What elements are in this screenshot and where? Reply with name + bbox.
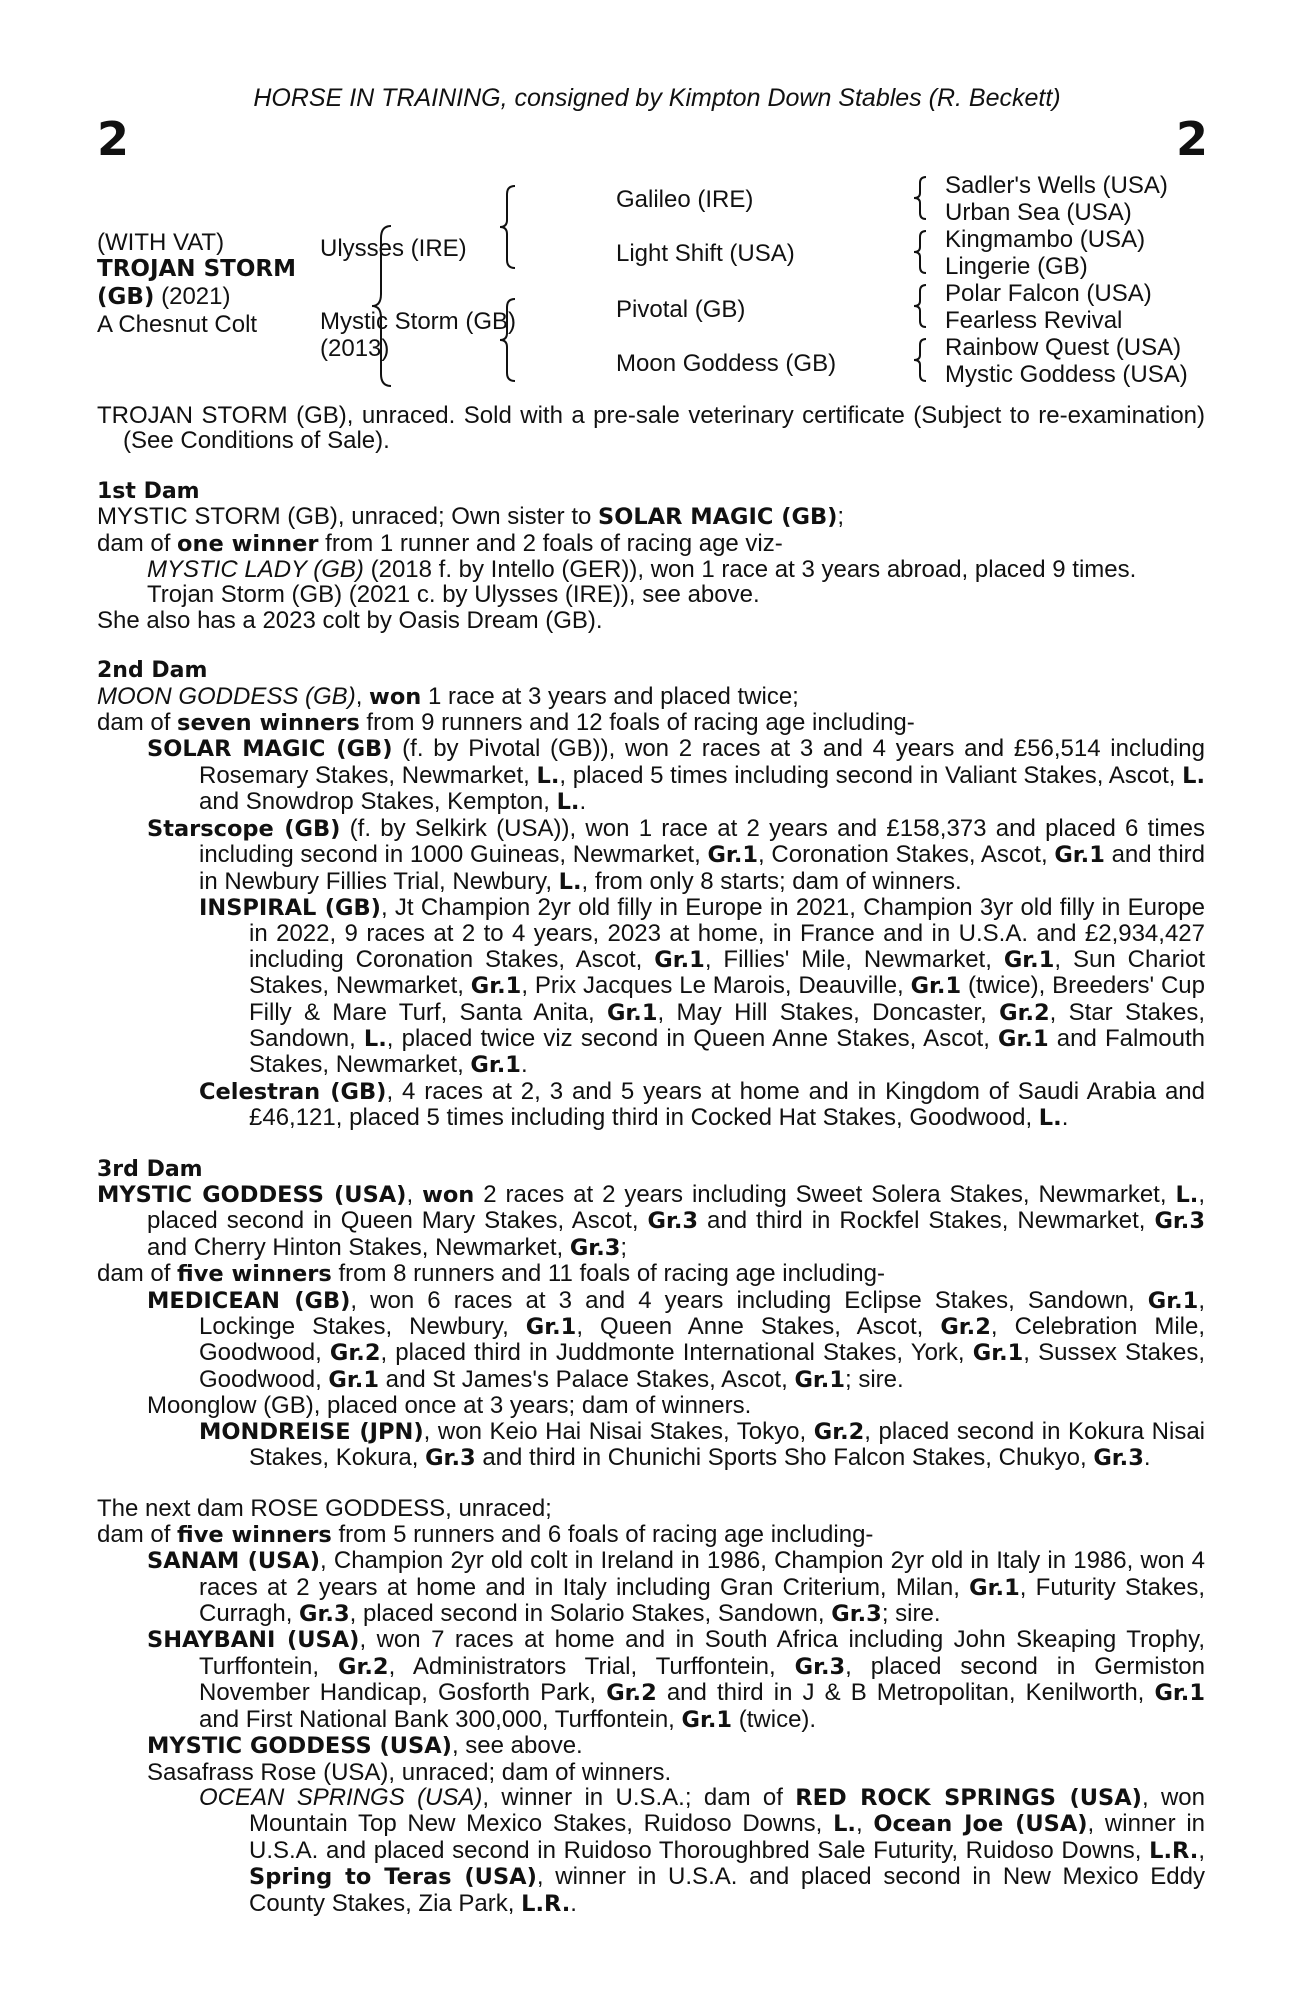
horse-name: TROJAN STORM [97, 256, 296, 282]
second-dam-heading: 2nd Dam [97, 658, 208, 684]
horse-country: (GB) [97, 284, 155, 310]
sire-sire-name: Galileo (IRE) [616, 186, 754, 213]
intro-paragraph: TROJAN STORM (GB), unraced. Sold with a pre-sale veterinary certificate (Subject to re-examination) (See Conditions of Sale). [97, 402, 1205, 455]
third-dam-section [97, 1157, 1205, 1472]
produce-entry-starscope: Starscope (GB) (f. by Selkirk (USA)), won 1 race at 2 years and £158,373 and placed 6 times including second in 1000 Guineas, Newmarket, Gr.1, Coronation Stakes, Ascot, Gr.1 and third in Newbury Fillies Trial, Newbury, L., from only 8 starts; dam of winners. [147, 814, 1205, 895]
produce-entry-sasafrass-rose: Sasafrass Rose (USA), unraced; dam of winners. [147, 1758, 672, 1786]
gen4-name: Rainbow Quest (USA) [945, 334, 1182, 361]
gen4-name: Lingerie (GB) [945, 253, 1088, 280]
horse-origin [97, 283, 296, 311]
lot-number-left: 2 [97, 112, 130, 166]
produce-entry-mondreise: MONDREISE (JPN), won Keio Hai Nisai Stakes, Tokyo, Gr.2, placed second in Kokura Nisai Stakes, Kokura, Gr.3 and third in Chunichi Sports Sho Falcon Stakes, Chukyo, Gr.3. [199, 1417, 1206, 1472]
sire-parents-brace [497, 184, 519, 270]
produce-entry-solar-magic: SOLAR MAGIC (GB) (f. by Pivotal (GB)), won 2 races at 3 and 4 years and £56,514 including Rosemary Stakes, Newmarket, L., placed 5 times including second in Valiant Stakes, Ascot, L. and Snowdrop Stakes, Kempton, L.. [147, 735, 1205, 816]
gen4-name: Urban Sea (USA) [945, 199, 1132, 226]
produce-entry-inspiral: INSPIRAL (GB), Jt Champion 2yr old filly in Europe in 2021, Champion 3yr old filly in Europe in 2022, 9 races at 2 to 4 years, 2023 at home, in France and in U.S.A. and £2,934,427 including Coronation Stakes, Ascot, Gr.1, Fillies' Mile, Newmarket, Gr.1, Sun Chariot Stakes, Newmarket, Gr.1, Prix Jacques Le Marois, Deauville, Gr.1 (twice), Breeders' Cup Filly & Mare Turf, Santa Anita, Gr.1, May Hill Stakes, Doncaster, Gr.2, Star Stakes, Sandown, L., placed twice viz second in Queen Anne Stakes, Ascot, Gr.1 and Falmouth Stakes, Newmarket, Gr.1. [199, 893, 1206, 1079]
produce-entry-sanam: SANAM (USA), Champion 2yr old colt in Ireland in 1986, Champion 2yr old in Italy in 1986, won 4 races at 2 years at home and in Italy including Gran Criterium, Milan, Gr.1, Futurity Stakes, Curragh, Gr.3, placed second in Solario Stakes, Sandown, Gr.3; sire. [147, 1547, 1205, 1628]
horse-year: (2021) [154, 283, 231, 310]
dam-year: (2013) [320, 335, 390, 362]
next-dam-line: The next dam ROSE GODDESS, unraced; [97, 1495, 552, 1523]
first-dam-produce-summary: dam of one winner from 1 runner and 2 foals of racing age viz- [97, 529, 783, 557]
first-dam-section [97, 479, 1205, 633]
gen4-name: Kingmambo (USA) [945, 226, 1146, 253]
produce-entry: MYSTIC LADY (GB) (2018 f. by Intello (GER)), won 1 race at 3 years abroad, placed 9 times. [147, 556, 1137, 584]
gen4-brace-3 [912, 283, 930, 329]
sire-dam-name: Light Shift (USA) [616, 240, 795, 267]
produce-entry-celestran: Celestran (GB), 4 races at 2, 3 and 5 years at home and in Kingdom of Saudi Arabia and £46,121, placed 5 times including third in Cocked Hat Stakes, Goodwood, L.. [199, 1077, 1205, 1132]
vat-note: (WITH VAT) [97, 229, 225, 256]
lot-number-right: 2 [1175, 112, 1208, 166]
page-header: HORSE IN TRAINING, consigned by Kimpton Down Stables (R. Beckett) [253, 84, 1061, 112]
produce-entry: Trojan Storm (GB) (2021 c. by Ulysses (IRE)), see above. [147, 581, 760, 609]
second-dam-produce-summary: dam of seven winners from 9 runners and 12 foals of racing age including- [97, 709, 915, 737]
gen4-brace-1 [912, 175, 930, 221]
gen4-name: Polar Falcon (USA) [945, 280, 1152, 307]
third-dam-produce-summary: dam of five winners from 8 runners and 11 foals of racing age including- [97, 1260, 885, 1288]
first-dam-line: MYSTIC STORM (GB), unraced; Own sister to SOLAR MAGIC (GB); [97, 503, 845, 531]
dam-dam-name: Moon Goddess (GB) [616, 350, 837, 377]
next-dam-produce-summary: dam of five winners from 5 runners and 6 foals of racing age including- [97, 1520, 874, 1548]
produce-entry-moonglow: Moonglow (GB), placed once at 3 years; dam of winners. [147, 1392, 752, 1420]
third-dam-line: MYSTIC GODDESS (USA), won 2 races at 2 years including Sweet Solera Stakes, Newmarket, L., placed second in Queen Mary Stakes, Ascot, Gr.3 and third in Rockfel Stakes, Newmarket, Gr.3 and Cherry Hinton Stakes, Newmarket, Gr.3; [97, 1180, 1206, 1261]
second-dam-line: MOON GODDESS (GB), won 1 race at 3 years and placed twice; [97, 682, 799, 710]
produce-entry-mystic-goddess: MYSTIC GODDESS (USA), see above. [147, 1732, 583, 1760]
first-dam-note: She also has a 2023 colt by Oasis Dream (GB). [97, 606, 603, 634]
gen4-name: Sadler's Wells (USA) [945, 172, 1168, 199]
produce-entry-medicean: MEDICEAN (GB), won 6 races at 3 and 4 years including Eclipse Stakes, Sandown, Gr.1, Lockinge Stakes, Newbury, Gr.1, Queen Anne Stakes, Ascot, Gr.2, Celebration Mile, Goodwood, Gr.2, placed third in Juddmonte International Stakes, York, Gr.1, Sussex Stakes, Goodwood, Gr.1 and St James's Palace Stakes, Ascot, Gr.1; sire. [147, 1286, 1206, 1393]
catalogue-body [97, 403, 1205, 1917]
produce-entry-ocean-springs: OCEAN SPRINGS (USA), winner in U.S.A.; dam of RED ROCK SPRINGS (USA), won Mountain Top New Mexico Stakes, Ruidoso Downs, L., Ocean Joe (USA), winner in U.S.A. and placed second in Ruidoso Thoroughbred Sale Futurity, Ruidoso Downs, L.R., Spring to Teras (USA), winner in U.S.A. and placed second in New Mexico Eddy County Stakes, Zia Park, L.R.. [199, 1783, 1206, 1917]
sire-name: Ulysses (IRE) [320, 235, 467, 262]
horse-description: A Chesnut Colt [97, 311, 258, 338]
produce-entry-shaybani: SHAYBANI (USA), won 7 races at home and in South Africa including John Skeaping Trophy, Turffontein, Gr.2, Administrators Trial, Turffontein, Gr.3, placed second in Germiston November Handicap, Gosforth Park, Gr.2 and third in J & B Metropolitan, Kenilworth, Gr.1 and First National Bank 300,000, Turffontein, Gr.1 (twice). [147, 1626, 1205, 1733]
pedigree-subject [97, 229, 296, 338]
dam-parents-brace [497, 297, 519, 383]
gen4-brace-4 [912, 337, 930, 383]
second-dam-section [97, 658, 1205, 1131]
gen4-brace-2 [912, 229, 930, 275]
first-dam-heading: 1st Dam [97, 478, 200, 504]
next-dam-section [97, 1496, 1205, 1917]
pedigree-table [97, 172, 1217, 394]
gen4-name: Fearless Revival [945, 307, 1123, 334]
dam-name: Mystic Storm (GB) [320, 308, 516, 335]
dam-sire-name: Pivotal (GB) [616, 296, 746, 323]
third-dam-heading: 3rd Dam [97, 1156, 203, 1182]
gen4-name: Mystic Goddess (USA) [945, 361, 1188, 388]
